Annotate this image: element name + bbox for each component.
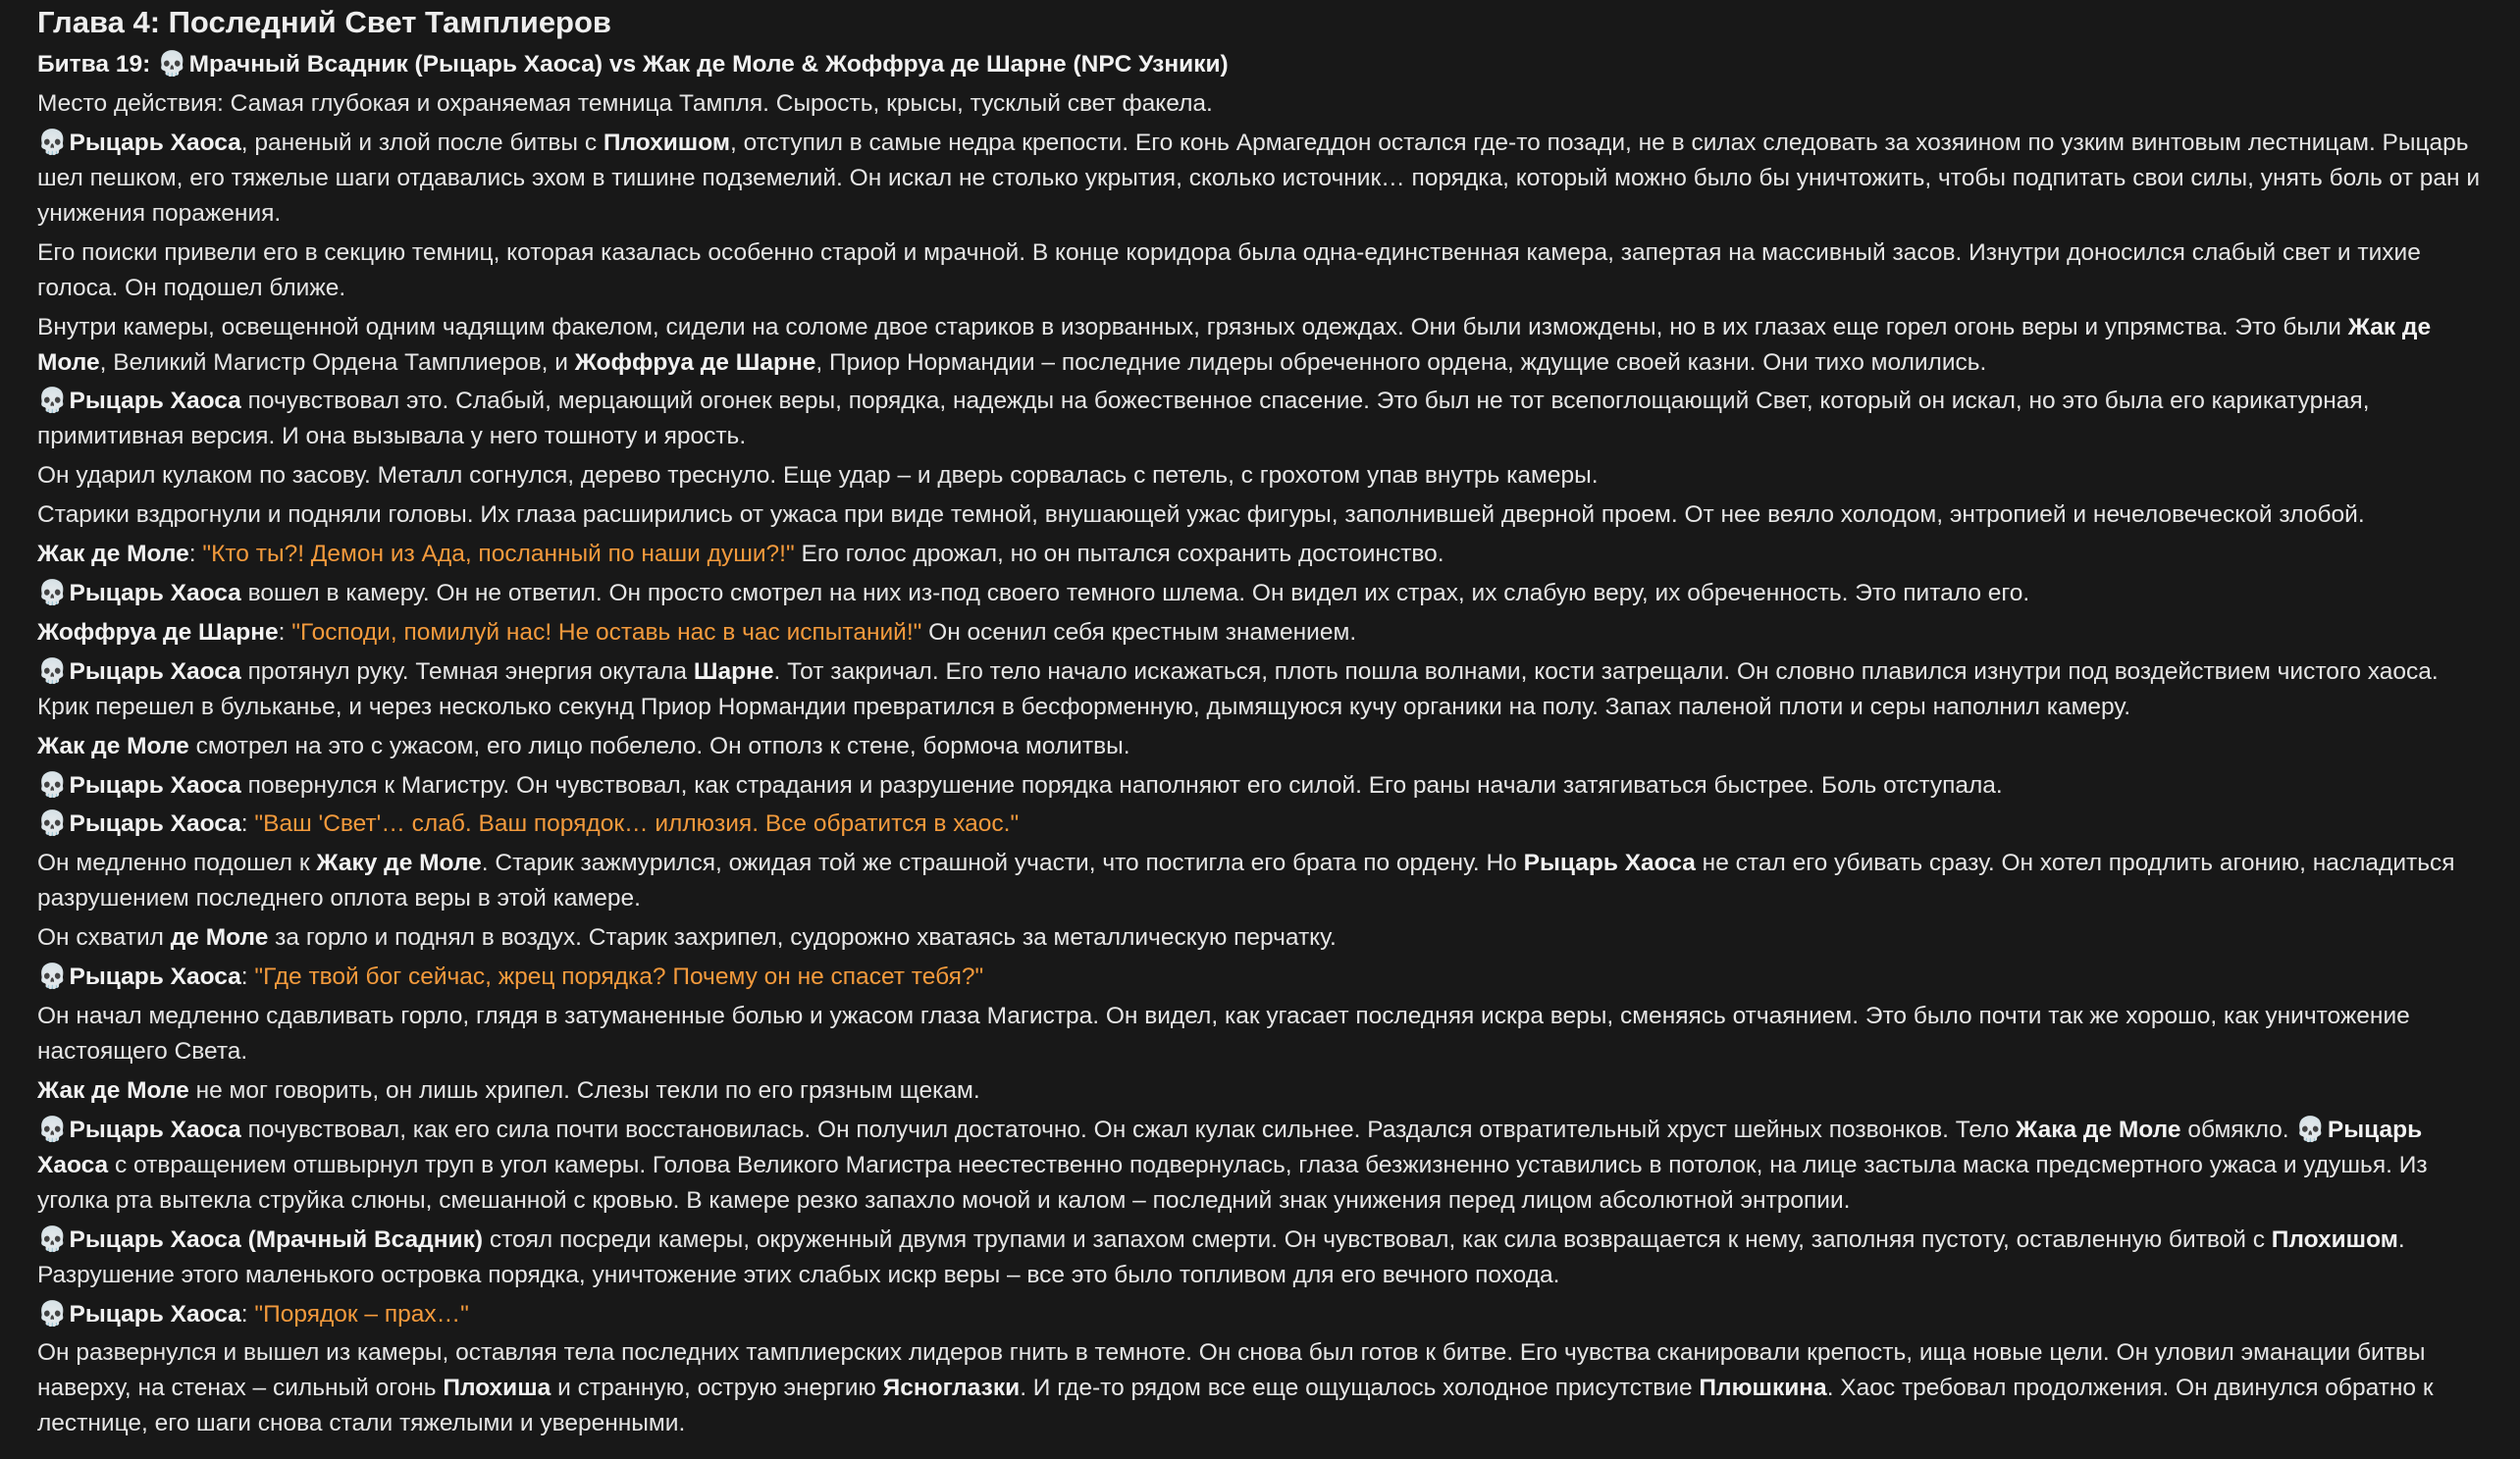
text-segment: : bbox=[278, 618, 292, 646]
text-segment: . Тот закричал. Его тело начало искажаться, плоть пошла волнами, кости затрещали. Он словно плавился изнутри под воздействием чистого хаоса. Крик перешел в бульканье, и через несколько секунд Приор Нормандии превратился в бесформенную, дымящуюся кучу органики на полу. Запах паленой плоти и серы наполнил камеру. bbox=[37, 657, 2439, 720]
bold-name: Шарне bbox=[693, 657, 774, 685]
story-paragraph bbox=[37, 920, 2483, 956]
text-segment: : bbox=[240, 1300, 255, 1328]
bold-name: Жоффруа де Шарне bbox=[37, 618, 279, 646]
bold-name: Жоффруа де Шарне bbox=[574, 348, 816, 376]
text-segment: . И где-то рядом все еще ощущалось холодное присутствие bbox=[1020, 1375, 1700, 1402]
text-segment: , Великий Магистр Ордена Тамплиеров, и bbox=[99, 348, 575, 376]
story-paragraph bbox=[37, 458, 2483, 494]
text-segment: Его поиски привели его в секцию темниц, которая казалась особенно старой и мрачной. В конце коридора была одна-единственная камера, запертая на массивный засов. Изнутри доносился слабый свет и тихие голоса. Он подошел ближе. bbox=[37, 238, 2421, 301]
skull-icon: 💀 bbox=[37, 1300, 68, 1328]
bold-name: Рыцарь Хаоса bbox=[37, 1116, 2423, 1178]
story-paragraph bbox=[37, 1335, 2483, 1441]
text-segment: Он схватил bbox=[37, 924, 171, 952]
text-segment: протянул руку. Темная энергия окутала bbox=[240, 657, 694, 685]
skull-icon: 💀 bbox=[2295, 1116, 2326, 1143]
text-segment: Он медленно подошел к bbox=[37, 850, 317, 877]
text-segment: , отступил в самые недра крепости. Его конь Армагеддон остался где-то позади, не в силах следовать за хозяином по узким винтовым лестницам. Рыцарь шел пешком, его тяжелые шаги отдавались эхом в тишине подземелий. Он искал не столько укрытия, сколько источник… порядка, который можно было бы уничтожить, чтобы подпитать свои силы, унять боль от ран и унижения поражения. bbox=[37, 129, 2480, 227]
quote-text: "Господи, помилуй нас! Не оставь нас в час испытаний!" bbox=[291, 618, 922, 646]
bold-name: Жака де Моле bbox=[2016, 1116, 2181, 1143]
story-paragraph bbox=[37, 310, 2483, 381]
text-segment: почувствовал, как его сила почти восстановилась. Он получил достаточно. Он сжал кулак сильнее. Раздался отвратительный хруст шейных позвонков. Тело bbox=[240, 1116, 2017, 1143]
story-paragraph bbox=[37, 537, 2483, 572]
bold-name: Рыцарь Хаоса bbox=[62, 771, 241, 799]
bold-name: Рыцарь Хаоса bbox=[62, 964, 241, 991]
text-segment: , Приор Нормандии – последние лидеры обреченного ордена, ждущие своей казни. Они тихо молились. bbox=[815, 348, 1987, 376]
text-segment: почувствовал это. Слабый, мерцающий огонек веры, порядка, надежды на божественное спасение. Это был не тот всепоглощающий Свет, который он искал, но это была его карикатурная, примитивная версия. И она вызывала у него тошноту и ярость. bbox=[37, 388, 2370, 450]
chapter-title: Глава 4: Последний Свет Тамплиеров bbox=[37, 5, 611, 39]
text-segment: : bbox=[188, 541, 203, 568]
skull-icon: 💀 bbox=[37, 771, 68, 799]
story-paragraph bbox=[37, 1113, 2483, 1219]
text-segment: . Разрушение этого маленького островка порядка, уничтожение этих слабых искр веры – все это было топливом для его вечного похода. bbox=[37, 1225, 2405, 1288]
story-paragraph bbox=[37, 497, 2483, 533]
bold-name: Жак де Моле bbox=[37, 541, 189, 568]
bold-name: Плохиша bbox=[443, 1375, 551, 1402]
story-paragraph bbox=[37, 384, 2483, 454]
text-segment: и странную, острую энергию bbox=[551, 1375, 883, 1402]
bold-name: Рыцарь Хаоса bbox=[62, 388, 241, 415]
bold-name: Мрачный Всадник (Рыцарь Хаоса) vs Жак де Моле & Жоффруа де Шарне (NPC Узники) bbox=[182, 51, 1229, 78]
text-segment: вошел в камеру. Он не ответил. Он просто смотрел на них из-под своего темного шлема. Он видел их страх, их слабую веру, их обреченность. Это питало его. bbox=[240, 580, 2030, 607]
bold-name: Жак де Моле bbox=[37, 313, 2432, 376]
quote-text: "Порядок – прах…" bbox=[254, 1300, 469, 1328]
story-paragraph bbox=[37, 1223, 2483, 1293]
story-paragraph bbox=[37, 768, 2483, 804]
bold-name: Жак де Моле bbox=[37, 1076, 189, 1104]
text-segment: : bbox=[240, 964, 255, 991]
quote-text: "Где твой бог сейчас, жрец порядка? Почему он не спасет тебя?" bbox=[254, 964, 984, 991]
bold-name: Рыцарь Хаоса (Мрачный Всадник) bbox=[62, 1225, 484, 1253]
text-segment: Место действия: Самая глубокая и охраняемая темница Тампля. Сырость, крысы, тусклый свет факела. bbox=[37, 89, 1213, 117]
bold-name: Рыцарь Хаоса bbox=[62, 810, 241, 838]
skull-icon: 💀 bbox=[37, 657, 68, 685]
quote-text: "Кто ты?! Демон из Ада, посланный по наши души?!" bbox=[202, 541, 795, 568]
story-paragraph bbox=[37, 235, 2483, 306]
text-segment: смотрел на это с ужасом, его лицо побелело. Он отполз к стене, бормоча молитвы. bbox=[188, 732, 1130, 759]
text-segment: Он начал медленно сдавливать горло, глядя в затуманенные болью и ужасом глаза Магистра. Он видел, как угасает последняя искра веры, сменяясь отчаянием. Это было почти так же хорошо, как уничтожение настоящего Света. bbox=[37, 1003, 2410, 1066]
text-segment: повернулся к Магистру. Он чувствовал, как страдания и разрушение порядка наполняют его силой. Его раны начали затягиваться быстрее. Боль отступала. bbox=[240, 771, 2003, 799]
bold-name: Рыцарь Хаоса bbox=[62, 1116, 241, 1143]
text-segment: с отвращением отшвырнул труп в угол камеры. Голова Великого Магистра неестественно подвернулась, глаза безжизненно уставились в потолок, на лице застыла маска предсмертного ужаса и удушья. Из уголка рта вытекла струйка слюны, смешанной с кровью. В камере резко запахло мочой и калом – последний знак унижения перед лицом абсолютной энтропии. bbox=[37, 1151, 2428, 1214]
bold-name: Жаку де Моле bbox=[316, 850, 482, 877]
text-segment: обмякло. bbox=[2180, 1116, 2296, 1143]
text-segment: , раненый и злой после битвы с bbox=[240, 129, 604, 156]
skull-icon: 💀 bbox=[157, 51, 187, 78]
story-paragraph bbox=[37, 1073, 2483, 1109]
story-paragraph bbox=[37, 47, 2483, 82]
text-segment: Он ударил кулаком по засову. Металл согнулся, дерево треснуло. Еще удар – и дверь сорвалась с петель, с грохотом упав внутрь камеры. bbox=[37, 462, 1599, 490]
text-segment: Он осенил себя крестным знамением. bbox=[921, 618, 1357, 646]
skull-icon: 💀 bbox=[37, 580, 68, 607]
text-segment: : bbox=[240, 810, 255, 838]
text-segment: Он развернулся и вышел из камеры, оставляя тела последних тамплиерских лидеров гнить в темноте. Он снова был готов к битве. Его чувства сканировали крепость, ища новые цели. Он уловил эманации битвы наверху, на стенах – сильный огонь bbox=[37, 1339, 2426, 1402]
story-paragraph bbox=[37, 807, 2483, 842]
text-segment: Старики вздрогнули и подняли головы. Их глаза расширились от ужаса при виде темной, внушающей ужас фигуры, заполнившей дверной проем. От нее веяло холодом, энтропией и нечеловеческой злобой. bbox=[37, 501, 2365, 529]
skull-icon: 💀 bbox=[37, 1225, 68, 1253]
text-segment: Его голос дрожал, но он пытался сохранить достоинство. bbox=[794, 541, 1444, 568]
skull-icon: 💀 bbox=[37, 1116, 68, 1143]
story-paragraph bbox=[37, 846, 2483, 916]
skull-icon: 💀 bbox=[37, 964, 68, 991]
text-segment: . Старик зажмурился, ожидая той же страшной участи, что постигла его брата по ордену. Но bbox=[481, 850, 1524, 877]
text-segment: за горло и поднял в воздух. Старик захрипел, судорожно хватаясь за металлическую перчатку. bbox=[268, 924, 1337, 952]
bold-name: Рыцарь Хаоса bbox=[1523, 850, 1696, 877]
story-paragraph bbox=[37, 126, 2483, 232]
bold-name: Плохишом bbox=[603, 129, 730, 156]
text-segment: не мог говорить, он лишь хрипел. Слезы текли по его грязным щекам. bbox=[188, 1076, 980, 1104]
text-segment: Внутри камеры, освещенной одним чадящим факелом, сидели на соломе двое стариков в изорванных, грязных одеждах. Они были измождены, но в их глазах еще горел огонь веры и упрямства. Это были bbox=[37, 313, 2348, 340]
bold-name: Битва 19: bbox=[37, 51, 158, 78]
text-segment: стоял посреди камеры, окруженный двумя трупами и запахом смерти. Он чувствовал, как сила возвращается к нему, заполняя пустоту, оставленную битвой с bbox=[483, 1225, 2272, 1253]
story-paragraph bbox=[37, 615, 2483, 651]
story-paragraph bbox=[37, 86, 2483, 122]
bold-name: Плохишом bbox=[2271, 1225, 2398, 1253]
bold-name: Ясноглазки bbox=[882, 1375, 1021, 1402]
text-segment: не стал его убивать сразу. Он хотел продлить агонию, насладиться разрушением последнего оплота веры в этой камере. bbox=[37, 850, 2455, 912]
bold-name: Плюшкина bbox=[1699, 1375, 1827, 1402]
bold-name: де Моле bbox=[170, 924, 269, 952]
skull-icon: 💀 bbox=[37, 129, 68, 156]
quote-text: "Ваш 'Свет'… слаб. Ваш порядок… иллюзия. Все обратится в хаос." bbox=[254, 810, 1020, 838]
bold-name: Рыцарь Хаоса bbox=[62, 1300, 241, 1328]
story-paragraph bbox=[37, 960, 2483, 995]
bold-name: Рыцарь Хаоса bbox=[62, 657, 241, 685]
story-paragraph bbox=[37, 999, 2483, 1069]
skull-icon: 💀 bbox=[37, 810, 68, 838]
bold-name: Жак де Моле bbox=[37, 732, 189, 759]
text-segment: . Хаос требовал продолжения. Он двинулся обратно к лестнице, его шаги снова стали тяжелыми и уверенными. bbox=[37, 1375, 2434, 1437]
skull-icon: 💀 bbox=[37, 388, 68, 415]
story-paragraph bbox=[37, 729, 2483, 764]
story-paragraph bbox=[37, 1297, 2483, 1332]
story-paragraph bbox=[37, 576, 2483, 611]
story-paragraph bbox=[37, 654, 2483, 725]
bold-name: Рыцарь Хаоса bbox=[62, 580, 241, 607]
story-text bbox=[37, 47, 2483, 1441]
bold-name: Рыцарь Хаоса bbox=[62, 129, 241, 156]
